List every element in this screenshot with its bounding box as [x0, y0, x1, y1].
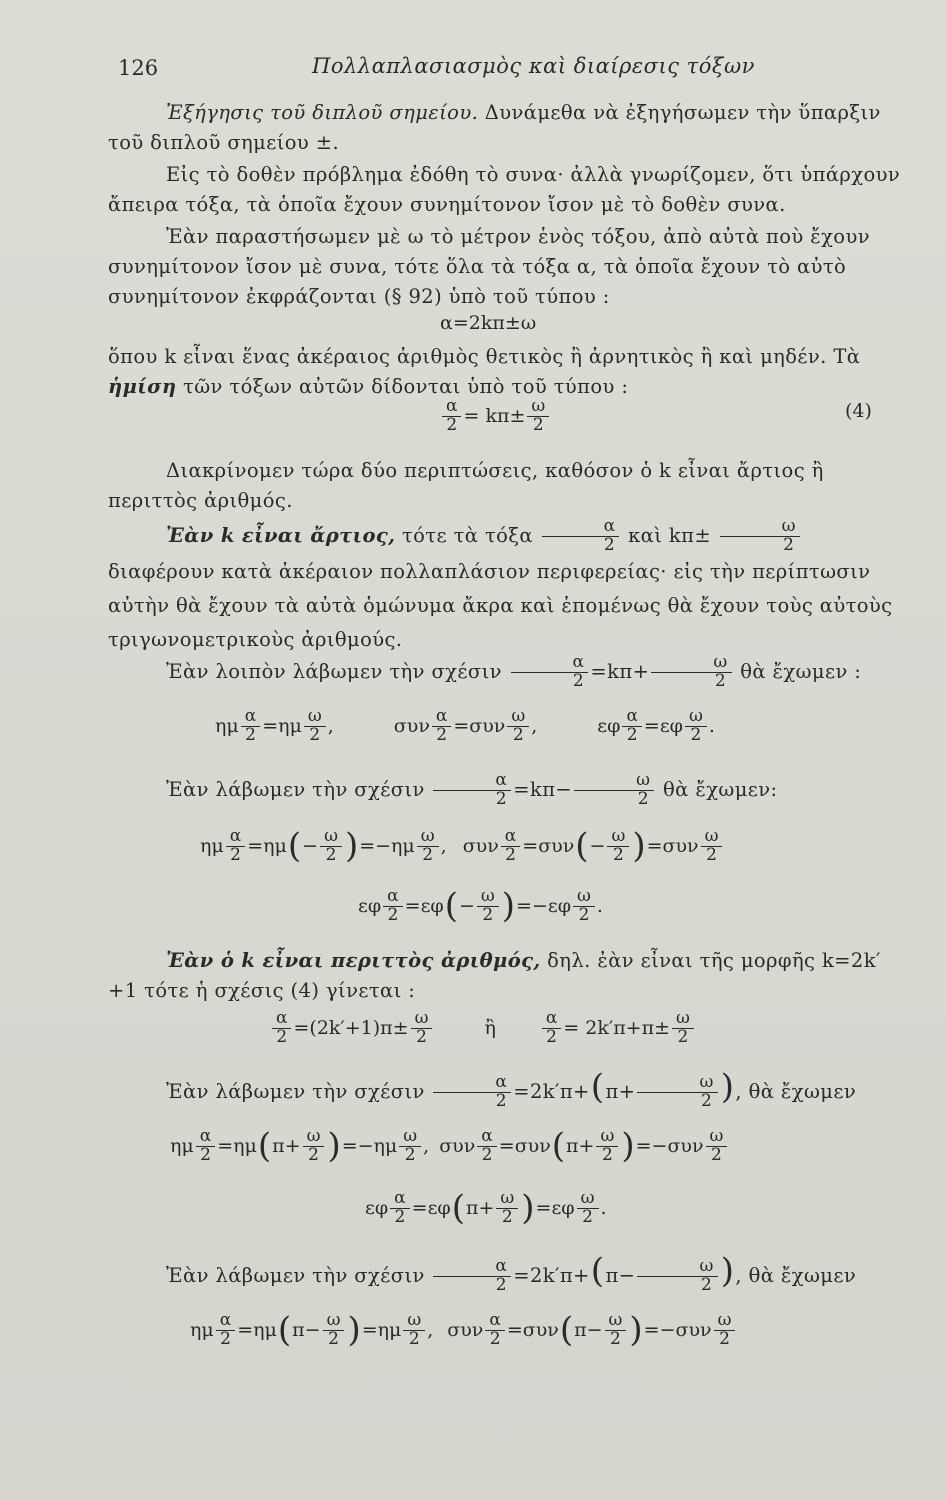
formula-alpha	[440, 312, 536, 334]
fraction-omega-half: $\frac{\omega}{2}$	[527, 398, 549, 435]
paragraph-given-problem: Εἰς τὸ δοθὲν πρόβλημα ἐδόθη τὸ συνα· ἀλλὰ γνωρίζομεν, ὅτι ὑπάρχουν ἄπειρα τόξα, τὰ ὁποῖα ἔχουν συνημίτονον ἴσον μὲ τὸ δοθὲν συνα.	[108, 163, 901, 216]
fraction-omega-half: $\frac{\omega}{2}$	[720, 518, 800, 555]
emphasis-halves: ἡμίση	[108, 375, 177, 398]
formula-row-plus: ημ $\frac{\alpha}{2}$ = ημ $\frac{\omega}{2}$ , συν $\frac{\alpha}{2}$ = συν $\frac{\omega}{2}$ , εφ $\frac{\alpha}{2}$ = εφ $\frac{\omega}{2}$ .	[215, 706, 715, 745]
fraction-alpha-half: $\frac{\alpha}{2}$	[442, 398, 461, 435]
paragraph-lead: Ἐξήγησις τοῦ διπλοῦ σημείου.	[166, 101, 479, 124]
paragraph-arc-measure: Ἐὰν παραστήσωμεν μὲ ω τὸ μέτρον ἑνὸς τόξου, ἀπὸ αὐτὰ ποὺ ἔχουν συνημίτονον ἴσον μὲ συνα, τότε ὅλα τὰ τόξα α, τὰ ὁποῖα ἔχουν τὸ αὐτὸ συνημίτονον ἐκφράζονται (§ 92) ὑπὸ τοῦ τύπου :	[108, 225, 870, 308]
paragraph-two-cases: Διακρίνομεν τώρα δύο περιπτώσεις, καθόσον ὁ k εἶναι ἄρτιος ἢ περιττὸς ἀριθμός.	[108, 459, 824, 512]
formula-row-pi-plus-b: εφ $\frac{\alpha}{2}$ = εφ ( π+ $\frac{\omega}{2}$ ) = εφ $\frac{\omega}{2}$ .	[365, 1188, 607, 1229]
running-title: Πολλαπλασιασμὸς καὶ διαίρεσις τόξων	[312, 54, 755, 78]
paragraph-relation-pi-plus: Ἐὰν λάβωμεν τὴν σχέσιν $\frac{\alpha}{2}$ =2k′π+(π+ $\frac{\omega}{2}$ ), θὰ ἔχωμεν	[166, 1067, 857, 1111]
fraction-alpha-half: $\frac{\alpha}{2}$	[542, 518, 620, 555]
formula-row-minus-b: εφ $\frac{\alpha}{2}$ = εφ ( − $\frac{\omega}{2}$ ) =− εφ $\frac{\omega}{2}$ .	[358, 886, 603, 927]
formula-row-pi-minus: ημ $\frac{\alpha}{2}$ = ημ ( π− $\frac{\omega}{2}$ ) = ημ $\frac{\omega}{2}$ , συν $\frac{\alpha}{2}$ = συν ( π− $\frac{\omega}{2}$ ) =− συν $\frac{\omega}{2}$	[190, 1312, 737, 1349]
equation-label: (4)	[845, 400, 872, 422]
paragraph-text: Δυνάμεθα νὰ ἐξηγήσωμεν τὴν ὕπαρξιν τοῦ διπλοῦ σημείου ±.	[108, 101, 881, 154]
formula-mid: = kπ±	[463, 405, 526, 428]
formula-odd-relation: $\frac{\alpha}{2}$ =(2k′+1)π± $\frac{\omega}{2}$ ἢ $\frac{\alpha}{2}$ = 2k′π+π± $\frac{\omega}{2}$	[270, 1010, 696, 1047]
paragraph-relation-pi-minus: Ἐὰν λάβωμεν τὴν σχέσιν $\frac{\alpha}{2}$ =2k′π+(π− $\frac{\omega}{2}$ ), θὰ ἔχωμεν	[166, 1251, 857, 1295]
paragraph-text: τῶν τόξων αὐτῶν δίδονται ὑπὸ τοῦ τύπου :	[176, 375, 629, 398]
paragraph-double-sign	[108, 98, 908, 158]
formula-row-pi-plus-a: ημ $\frac{\alpha}{2}$ = ημ ( π+ $\frac{\omega}{2}$ ) =− ημ $\frac{\omega}{2}$ , συν $\frac{\alpha}{2}$ = συν ( π+ $\frac{\omega}{2}$ ) =− συν $\frac{\omega}{2}$	[170, 1128, 729, 1165]
paragraph-k-even: Ἐὰν k εἶναι ἄρτιος, τότε τὰ τόξα $\frac{\alpha}{2}$ καὶ kπ± $\frac{\omega}{2}$ διαφέρουν κατὰ ἀκέραιον πολλαπλάσιον περιφερείας· εἰς τὴν περίπτωσιν αὐτὴν θὰ ἔχουν τὰ αὐτὰ ὁμώνυμα ἄκρα καὶ ἑπομένως θὰ ἔχουν τοὺς αὐτοὺς τριγωνομετρικοὺς ἀριθμούς.	[108, 516, 893, 651]
formula-row-minus-a: ημ $\frac{\alpha}{2}$ = ημ ( − $\frac{\omega}{2}$ ) =− ημ $\frac{\omega}{2}$ , συν $\frac{\alpha}{2}$ = συν ( − $\frac{\omega}{2}$ ) = συν $\frac{\omega}{2}$	[200, 828, 724, 865]
paragraph-relation-minus: Ἐὰν λάβωμεν τὴν σχέσιν $\frac{\alpha}{2}$ =kπ− $\frac{\omega}{2}$ θὰ ἔχωμεν:	[166, 770, 778, 809]
case-heading: Ἐὰν ὁ k εἶναι περιττὸς ἀριθμός,	[166, 949, 541, 972]
paragraph-k-integer	[108, 342, 908, 402]
paragraph-relation-plus: Ἐὰν λοιπὸν λάβωμεν τὴν σχέσιν $\frac{\alpha}{2}$ =kπ+ $\frac{\omega}{2}$ θὰ ἔχωμεν :	[166, 652, 862, 691]
case-heading: Ἐὰν k εἶναι ἄρτιος,	[166, 523, 396, 547]
page-number: 126	[118, 56, 159, 80]
paragraph-text: ὅπου k εἶναι ἕνας ἀκέραιος ἀριθμὸς θετικὸς ἢ ἀρνητικὸς ἢ καὶ μηδέν. Τὰ	[108, 345, 861, 368]
paragraph-k-odd: Ἐὰν ὁ k εἶναι περιττὸς ἀριθμός, δηλ. ἐὰν εἶναι τῆς μορφῆς k=2k′+1 τότε ἡ σχέσις (4) γίνεται :	[108, 949, 881, 1002]
formula-text: α=2kπ±ω	[440, 312, 537, 334]
formula-half-arcs	[440, 398, 551, 435]
